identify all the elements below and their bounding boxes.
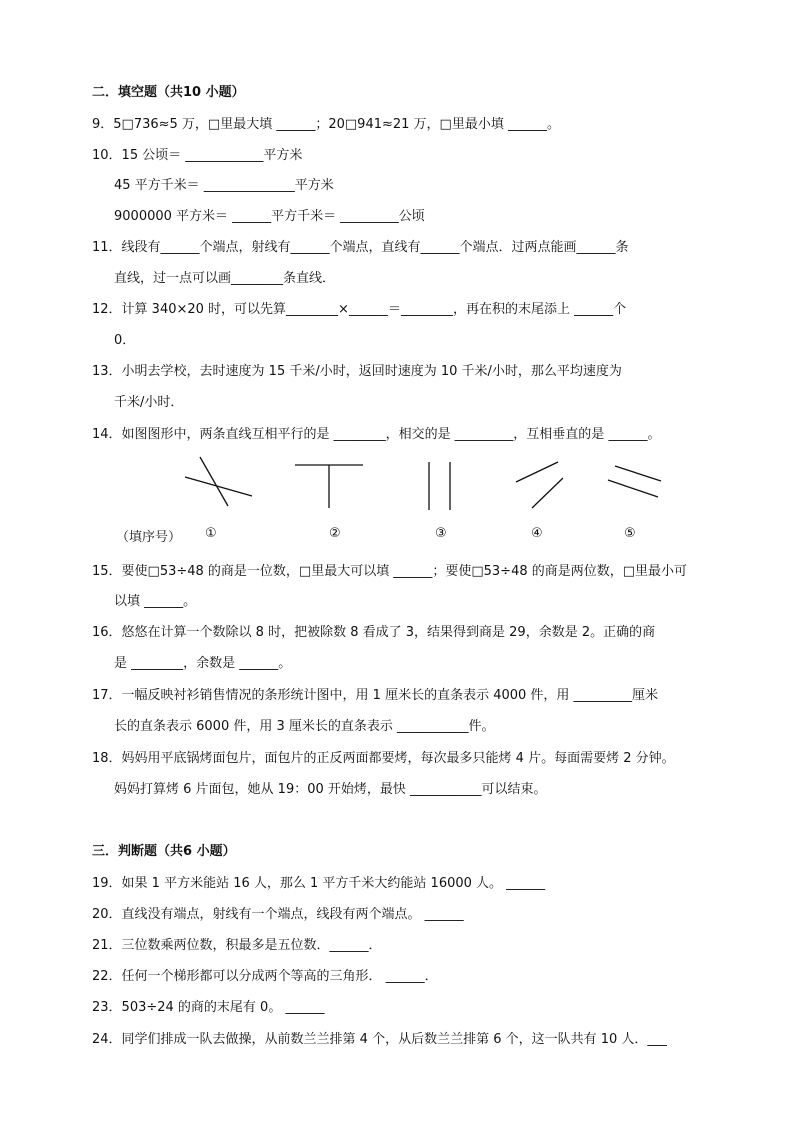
question-10-part-3: 9000000 平方米＝ ______平方千米＝ _________公顷 — [114, 209, 425, 224]
question-13-continued: 千米/小时． — [114, 395, 184, 410]
question-14: 14．如图图形中，两条直线互相平行的是 ________，相交的是 _________，互相垂直的是 ______。 — [92, 427, 661, 442]
question-21: 21．三位数乘两位数，积最多是五位数．______． — [92, 938, 382, 953]
question-19: 19．如果 1 平方米能站 16 人，那么 1 平方千米大约能站 16000 人。 ______ — [92, 876, 546, 891]
line-pairs-figure — [100, 450, 700, 550]
figure-label-4: ④ — [531, 526, 543, 541]
figure-1-line-a — [200, 457, 228, 506]
question-12-continued: 0． — [114, 333, 136, 348]
question-20: 20．直线没有端点，射线有一个端点，线段有两个端点。 ______ — [92, 907, 464, 922]
question-10: 10．15 公顷＝ ____________平方米 — [92, 148, 303, 163]
question-9: 9．5□736≈5 万，□里最大填 ______；20□941≈21 万，□里最小填 ______。 — [92, 117, 560, 132]
section-title-fill-blank: 二．填空题（共10 小题） — [92, 85, 245, 100]
question-15: 15．要使□53÷48 的商是一位数，□里最大可以填 ______；要使□53÷48 的商是两位数，□里最小可 — [92, 564, 688, 579]
question-16: 16．悠悠在计算一个数除以 8 时，把被除数 8 看成了 3，结果得到商是 29，余数是 2。正确的商 — [92, 625, 656, 640]
question-18-continued: 妈妈打算烤 6 片面包，她从 19：00 开始烤，最快 ___________可以结束。 — [114, 782, 547, 797]
figure-4-line-lower — [532, 478, 563, 508]
question-16-continued: 是 ________，余数是 ______。 — [114, 656, 292, 671]
question-24: 24．同学们排成一队去做操，从前数兰兰排第 4 个，从后数兰兰排第 6 个，这一队共有 10 人．___ — [92, 1032, 667, 1047]
question-18: 18．妈妈用平底锅烤面包片，面包片的正反两面都要烤，每次最多只能烤 4 片。每面需要烤 2 分钟。 — [92, 751, 675, 766]
section-title-true-false: 三．判断题（共6 小题） — [92, 844, 236, 859]
question-12: 12．计算 340×20 时，可以先算________×______＝________，再在积的末尾添上 ______个 — [92, 302, 627, 317]
figure-label-1: ① — [205, 526, 217, 541]
figure-1-line-b — [185, 477, 252, 496]
question-15-continued: 以填 ______。 — [114, 594, 197, 609]
question-22: 22．任何一个梯形都可以分成两个等高的三角形． ______． — [92, 969, 438, 984]
figure-label-3: ③ — [435, 526, 447, 541]
question-10-part-2: 45 平方千米＝ ______________平方米 — [114, 178, 334, 193]
figure-caption: （填序号） — [116, 530, 182, 545]
question-17-continued: 长的直条表示 6000 件，用 3 厘米长的直条表示 ___________件。 — [114, 719, 495, 734]
question-14-figure — [100, 450, 700, 550]
question-11-continued: 直线，过一点可以画________条直线． — [114, 271, 336, 286]
question-13: 13．小明去学校，去时速度为 15 千米/小时，返回时速度为 10 千米/小时，那么平均速度为 — [92, 364, 622, 379]
figure-5-line-upper — [615, 466, 661, 481]
figure-4-line-upper — [516, 462, 558, 482]
figure-label-5: ⑤ — [624, 526, 636, 541]
figure-label-2: ② — [329, 526, 341, 541]
question-17: 17．一幅反映衬衫销售情况的条形统计图中，用 1 厘米长的直条表示 4000 件，用 _________厘米 — [92, 688, 659, 703]
question-11: 11．线段有______个端点，射线有______个端点，直线有______个端点．过两点能画______条 — [92, 240, 629, 255]
question-23: 23．503÷24 的商的末尾有 0。 ______ — [92, 1000, 325, 1015]
figure-5-line-lower — [608, 480, 658, 497]
